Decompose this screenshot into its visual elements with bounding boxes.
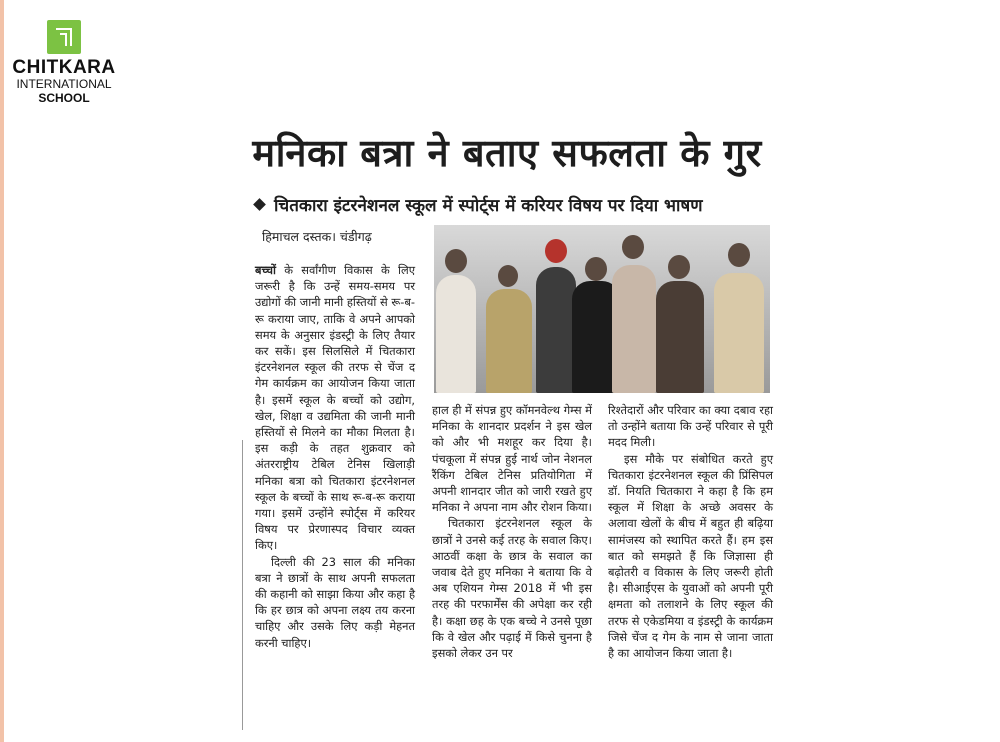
article-photo bbox=[434, 225, 770, 393]
subheadline-text: चितकारा इंटरनेशनल स्कूल में स्पोर्ट्स में करियर विषय पर दिया भाषण bbox=[274, 196, 703, 216]
article-dateline: हिमाचल दस्तक। चंडीगढ़ bbox=[262, 229, 372, 244]
column-rule-left bbox=[242, 440, 243, 730]
lead-word: बच्चों bbox=[255, 263, 276, 277]
logo-name: CHITKARA bbox=[12, 57, 116, 78]
column-2-paragraph-2: चितकारा इंटरनेशनल स्कूल के छात्रों ने उनसे कई तरह के सवाल किए। आठवीं कक्षा के छात्र के सवाल का जवाब देते हुए मनिका ने बताया कि वे अब एशियन गेम्स 2018 में भी इस तरह की परफार्मेंस की अपेक्षा कर रही है। कक्षा छह के एक बच्चे ने उनसे पूछा कि वे खेल और पढ़ाई में किसे चुनना है इसको लेकर उन पर bbox=[432, 516, 592, 661]
article-subheadline bbox=[255, 192, 775, 220]
column-1-paragraph-1 bbox=[255, 262, 415, 554]
column-3-paragraph-2: इस मौके पर संबोधित करते हुए चितकारा इंटरनेशनल स्कूल की प्रिंसिपल डॉ. नियति चितकारा ने कहा है कि हम स्कूल में शिक्षा के अच्छे अवसर के अलावा खेलों के बीच में बहुत ही बढ़िया सामंजस्य को स्थापित करते हैं। हम इस बात को समझते हैं कि जिज्ञासा ही बढ़ोतरी व विकास के लिए जरूरी होती है। सीआईएस के युवाओं को अपनी पूरी क्षमता को तलाशने के लिए स्कूल की तरफ से एकेडमिया व इंडस्ट्री के कार्यक्रम जिसे चेंज द गेम के नाम से जाना जाता है का आयोजन किया जाता है। bbox=[608, 451, 773, 661]
logo-subtitle-school: SCHOOL bbox=[38, 91, 90, 105]
column-1-paragraph-1-text: के सर्वांगीण विकास के लिए जरूरी है कि उन्हें समय-समय पर उद्योगों की जानी मानी हस्तियों से रू-ब-रू कराया जाए, ताकि वे अपने आपको समय के अनुसार इंडस्ट्री के लिए तैयार कर सकें। इस सिलसिले में चितकारा इंटरनेशनल स्कूल की तरफ से चेंज द गेम कार्यक्रम का आयोजन किया जाता है। इसमें स्कूल के बच्चों को उद्योग, खेल, शिक्षा व उद्यमिता की जानी मानी हस्तियों से मिलने का मौका मिलता है। इस कड़ी के तहत शुक्रवार को अंतरराष्ट्रीय टेबिल टेनिस खिलाड़ी मनिका बत्रा को चितकारा इंटरनेशनल स्कूल के बच्चों के साथ रू-ब-रू कराया गया। इसमें उन्होंने स्पोर्ट्स में करियर विषय पर प्रेरणास्पद विचार व्यक्त किए। bbox=[255, 263, 415, 553]
article-column-2 bbox=[432, 402, 592, 661]
column-2-paragraph-1: हाल ही में संपन्न हुए कॉमनवेल्थ गेम्स में मनिका के शानदार प्रदर्शन ने इस खेल को और भी मशहूर कर दिया है। पंचकूला में संपन्न हुई नार्थ जोन नेशनल रैंकिंग टेबिल टेनिस प्रतियोगिता में अपनी शानदार जीत को जारी रखते हुए मनिका ने अपना नाम और रोशन किया। bbox=[432, 403, 592, 515]
left-edge-rule bbox=[0, 0, 4, 742]
article-headline: मनिका बत्रा ने बताए सफलता के गुर bbox=[252, 131, 762, 175]
logo-subtitle-international: INTERNATIONAL bbox=[16, 77, 112, 91]
column-1-paragraph-2: दिल्ली की 23 साल की मनिका बत्रा ने छात्रों के साथ अपनी सफलता की कहानी को साझा किया और कहा है कि हर छात्र को अपना लक्ष्य तय करना चाहिए और उसके लिए कड़ी मेहनत करनी चाहिए। bbox=[255, 554, 415, 650]
bullet-diamond-icon bbox=[253, 198, 266, 211]
column-3-paragraph-1: रिश्तेदारों और परिवार का क्या दबाव रहा तो उन्होंने बताया कि उन्हें परिवार से पूरी मदद मिली। bbox=[608, 403, 773, 450]
school-logo bbox=[12, 20, 116, 105]
article-column-1 bbox=[255, 262, 415, 651]
logo-mark-icon bbox=[47, 20, 81, 54]
article-column-3 bbox=[608, 402, 773, 661]
